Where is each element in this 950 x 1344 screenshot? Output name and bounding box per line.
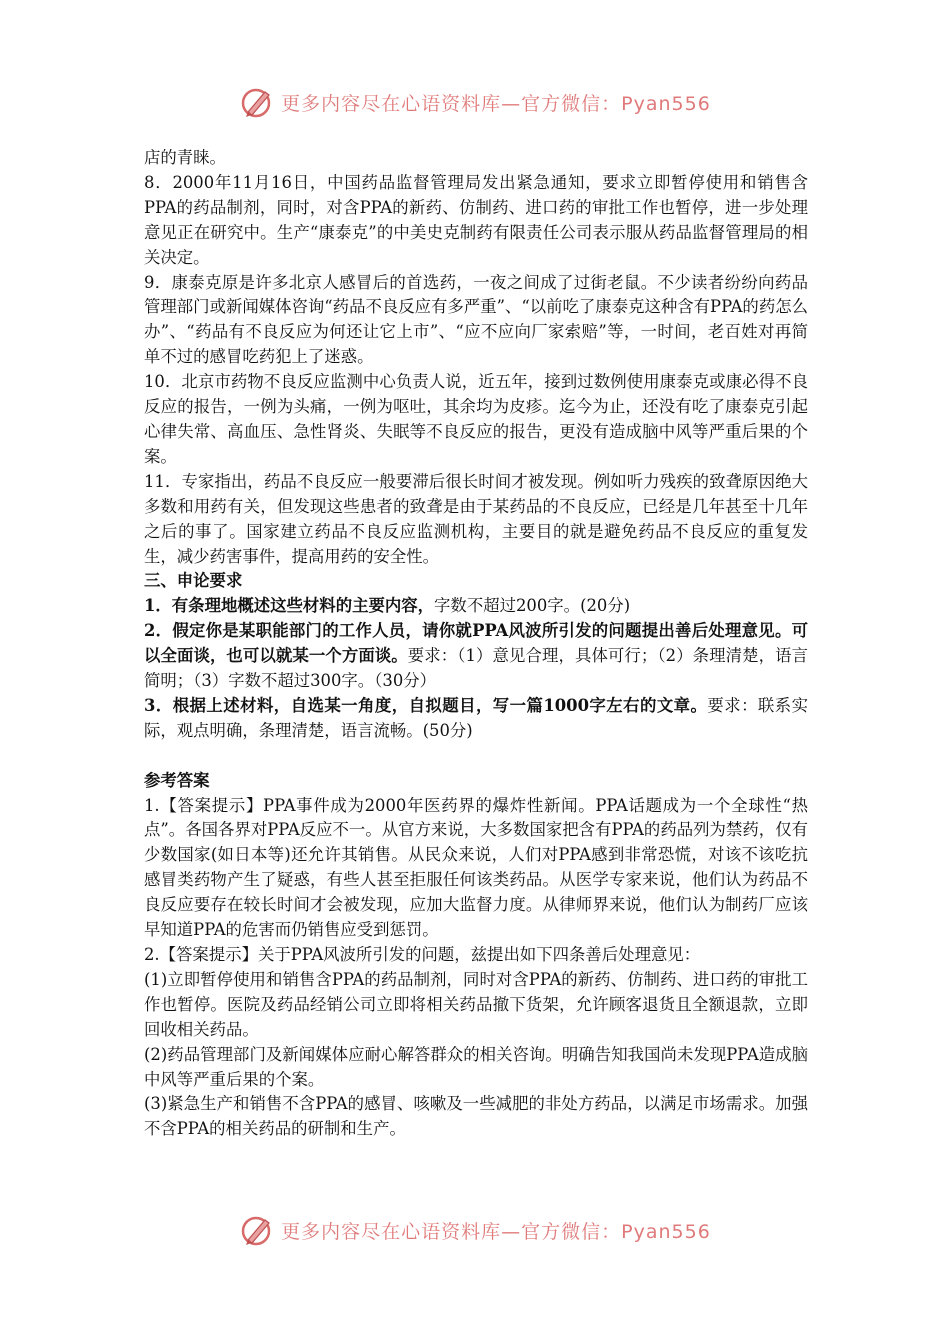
answer-2: 2.【答案提示】关于PPA风波所引发的问题，兹提出如下四条善后处理意见： xyxy=(144,944,701,964)
pen-logo-icon xyxy=(239,1212,275,1248)
requirement-3: 3．根据上述材料，自选某一角度，自拟题目，写一篇1000字左右的文章。要求：联系实际，观点明确，条理清楚，语言流畅。(50分) xyxy=(144,695,809,740)
paragraph: 11．专家指出，药品不良反应一般要滞后很长时间才被发现。例如听力残疾的致聋原因绝大多数和用药有关，但发现这些患者的致聋是由于某药品的不良反应，已经是几年甚至十几年之后的事了。国家建立药品不良反应监测机构，主要目的就是避免药品不良反应的重复发生，减少药害事件，提高用药的安全性。 xyxy=(144,471,808,566)
paragraph: 9．康泰克原是许多北京人感冒后的首选药，一夜之间成了过街老鼠。不少读者纷纷向药品管理部门或新闻媒体咨询“药品不良反应有多严重”、“以前吃了康泰克这种含有PPA的药怎么办”、“药品有不良反应为何还让它上市”、“应不应向厂家索赔”等，一时间，老百姓对再简单不过的感冒吃药犯上了迷惑。 xyxy=(144,272,808,367)
section-heading: 三、申论要求 xyxy=(144,571,243,591)
header-banner xyxy=(0,82,950,122)
requirement-1: 1．有条理地概述这些材料的主要内容，字数不超过200字。(20分) xyxy=(144,596,631,616)
document-body xyxy=(144,146,808,1142)
answers-heading: 参考答案 xyxy=(144,770,210,790)
paragraph: 8．2000年11月16日，中国药品监督管理局发出紧急通知，要求立即暂停使用和销售含PPA的药品制剂，同时，对含PPA的新药、仿制药、进口药的审批工作也暂停，进一步处理意见正在研究中。生产“康泰克”的中美史克制药有限责任公司表示服从药品监督管理局的相关决定。 xyxy=(144,172,808,267)
footer-banner xyxy=(0,1210,950,1250)
answer-2-item: (1)立即暂停使用和销售含PPA的药品制剂，同时对含PPA的新药、仿制药、进口药的审批工作也暂停。医院及药品经销公司立即将相关药品撤下货架，允许顾客退货且全额退款，立即回收相关药品。 xyxy=(144,969,808,1039)
pen-logo-icon xyxy=(239,84,275,120)
answer-1: 1.【答案提示】PPA事件成为2000年医药界的爆炸性新闻。PPA话题成为一个全球性“热点”。各国各界对PPA反应不一。从官方来说，大多数国家把含有PPA的药品列为禁药，仅有少数国家(如日本等)还允许其销售。从民众来说，人们对PPA感到非常恐慌，对该不该吃抗感冒类药物产生了疑惑，有些人甚至拒服任何该类药品。从医学专家来说，他们认为药品不良反应要存在较长时间才会被发现，应加大监督力度。从律师界来说，他们认为制药厂应该早知道PPA的危害而仍销售应受到惩罚。 xyxy=(144,795,808,940)
spacer xyxy=(144,744,808,769)
requirement-2: 2．假定你是某职能部门的工作人员，请你就PPA风波所引发的问题提出善后处理意见。可以全面谈，也可以就某一个方面谈。要求：（1）意见合理，具体可行；（2）条理清楚，语言简明；（3）字数不超过300字。（30分） xyxy=(144,621,808,691)
paragraph: 店的青睐。 xyxy=(144,148,226,167)
banner-text: 更多内容尽在心语资料库—官方微信：Pyan556 xyxy=(281,1220,711,1243)
paragraph: 10．北京市药物不良反应监测中心负责人说，近五年，接到过数例使用康泰克或康必得不良反应的报告，一例为头痛，一例为呕吐，其余均为皮疹。迄今为止，还没有吃了康泰克引起心律失常、高血压、急性肾炎、失眠等不良反应的报告，更没有造成脑中风等严重后果的个案。 xyxy=(144,372,808,466)
answer-2-item: (3)紧急生产和销售不含PPA的感冒、咳嗽及一些减肥的非处方药品，以满足市场需求。加强不含PPA的相关药品的研制和生产。 xyxy=(144,1094,808,1139)
banner-text: 更多内容尽在心语资料库—官方微信：Pyan556 xyxy=(281,92,711,115)
answer-2-item: (2)药品管理部门及新闻媒体应耐心解答群众的相关咨询。明确告知我国尚未发现PPA造成脑中风等严重后果的个案。 xyxy=(144,1044,808,1089)
